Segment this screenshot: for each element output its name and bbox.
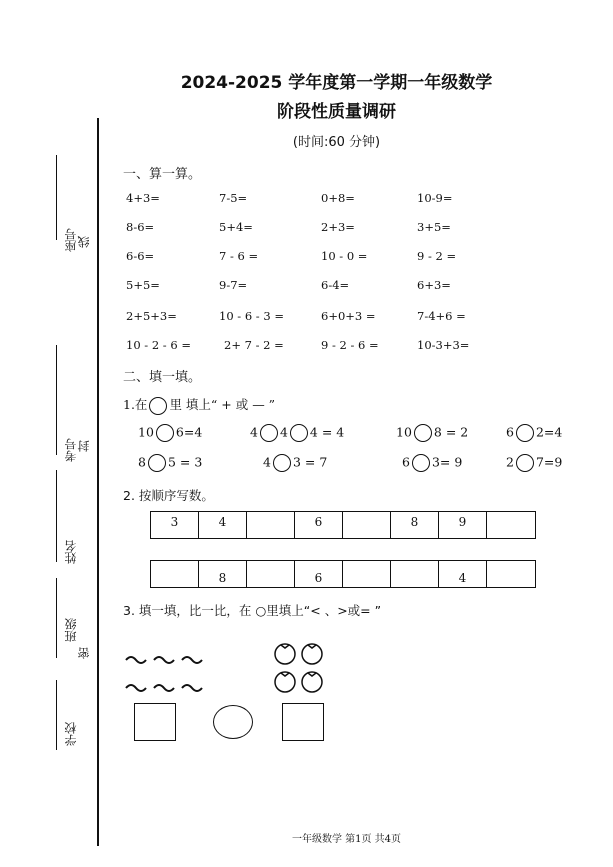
- calc-item: 0+8=: [321, 191, 355, 205]
- exam-no-blank: [56, 345, 57, 455]
- sequence-cell-blank[interactable]: [151, 561, 199, 587]
- q1-prefix: 1.在: [123, 397, 148, 412]
- calc-item: 6-4=: [321, 278, 350, 292]
- q1-item: 8 5 = 3: [138, 454, 202, 472]
- sequence-cell: 6: [295, 512, 343, 538]
- exam-no-label: 考号: [64, 438, 78, 462]
- sequence-cell: 3: [151, 512, 199, 538]
- q1-item: 6 3= 9: [402, 454, 462, 472]
- calc-item: 7-4+6 =: [417, 309, 466, 323]
- class-blank: [56, 578, 57, 658]
- seat-blank: [56, 155, 57, 240]
- answer-circle[interactable]: [148, 454, 166, 472]
- sequence-cell-blank[interactable]: [391, 561, 439, 587]
- sequence-cell: 8: [391, 512, 439, 538]
- line-label: 线: [77, 236, 91, 248]
- calc-item: 9-7=: [219, 278, 248, 292]
- sequence-cell-blank[interactable]: [247, 512, 295, 538]
- calc-item: 10-3+3=: [417, 338, 470, 352]
- page-footer: 一年级数学 第1页 共4页: [291, 834, 402, 845]
- sequence-cell: 4: [199, 512, 247, 538]
- school-blank: [56, 680, 57, 750]
- section1-heading: 一、算一算。: [123, 167, 202, 182]
- q1-item: 2 7=9: [506, 454, 562, 472]
- answer-circle[interactable]: [290, 424, 308, 442]
- answer-circle[interactable]: [260, 424, 278, 442]
- calc-item: 5+4=: [219, 220, 253, 234]
- number-sequence-b: [150, 560, 536, 588]
- q2-label: 2. 按顺序写数。: [123, 488, 214, 503]
- seal-label: 封: [77, 440, 91, 452]
- calc-item: 6-6=: [126, 249, 155, 263]
- calc-item: 10 - 6 - 3 =: [219, 309, 284, 323]
- sequence-cell-blank[interactable]: [247, 561, 295, 587]
- q1-item: 10 8 = 2: [396, 424, 468, 442]
- calc-item: 6+0+3 =: [321, 309, 376, 323]
- title-line2: 阶段性质量调研: [277, 102, 396, 122]
- answer-box-left[interactable]: [134, 703, 176, 741]
- calc-item: 6+3=: [417, 278, 451, 292]
- answer-circle[interactable]: [414, 424, 432, 442]
- q1-item: 4 4 4 = 4: [250, 424, 344, 442]
- class-label: 班级: [64, 618, 78, 642]
- q1-prompt: [123, 395, 275, 415]
- school-label: 学校: [64, 722, 78, 746]
- calc-item: 10 - 0 =: [321, 249, 368, 263]
- calc-item: 5+5=: [126, 278, 160, 292]
- title-line1: 2024-2025 学年度第一学期一年级数学: [180, 73, 493, 93]
- calc-item: 9 - 2 - 6 =: [321, 338, 379, 352]
- number-sequence-a: [150, 511, 536, 539]
- binding-line: [97, 118, 99, 846]
- sequence-cell: 8: [199, 561, 247, 587]
- answer-circle[interactable]: [516, 424, 534, 442]
- q1-suffix: 里 填上“ + 或 — ”: [169, 397, 276, 412]
- calc-item: 3+5=: [417, 220, 451, 234]
- title-line3: (时间:60 分钟): [292, 135, 381, 150]
- q3-label: 3. 填一填，比一比，在 ○里填上“< 、>或= ”: [123, 603, 382, 618]
- seat-label: 座号: [64, 228, 78, 252]
- name-blank: [56, 470, 57, 562]
- calc-item: 2+5+3=: [126, 309, 177, 323]
- calc-item: 7 - 6 =: [219, 249, 259, 263]
- compare-circle[interactable]: [213, 705, 253, 739]
- sequence-cell: 4: [439, 561, 487, 587]
- section2-heading: 二、填一填。: [123, 370, 202, 385]
- q1-item: 4 3 = 7: [263, 454, 327, 472]
- sequence-cell-blank[interactable]: [343, 561, 391, 587]
- answer-circle[interactable]: [149, 397, 167, 415]
- secret-label: 密: [77, 647, 91, 659]
- q1-item: 6 2=4: [506, 424, 562, 442]
- answer-circle[interactable]: [156, 424, 174, 442]
- calc-item: 2+ 7 - 2 =: [224, 338, 284, 352]
- calc-item: 2+3=: [321, 220, 355, 234]
- calc-item: 10 - 2 - 6 =: [126, 338, 191, 352]
- calc-item: 7-5=: [219, 191, 248, 205]
- answer-circle[interactable]: [516, 454, 534, 472]
- name-label: 姓名: [64, 540, 78, 564]
- sequence-cell-blank[interactable]: [487, 512, 535, 538]
- calc-item: 9 - 2 =: [417, 249, 457, 263]
- answer-circle[interactable]: [273, 454, 291, 472]
- sequence-cell-blank[interactable]: [487, 561, 535, 587]
- tomato-illustration: [272, 640, 328, 696]
- sequence-cell: 9: [439, 512, 487, 538]
- worm-illustration: [124, 648, 214, 696]
- calc-item: 10-9=: [417, 191, 453, 205]
- calc-item: 8-6=: [126, 220, 155, 234]
- answer-circle[interactable]: [412, 454, 430, 472]
- sequence-cell-blank[interactable]: [343, 512, 391, 538]
- sequence-cell: 6: [295, 561, 343, 587]
- q1-item: 10 6=4: [138, 424, 202, 442]
- calc-item: 4+3=: [126, 191, 160, 205]
- answer-box-right[interactable]: [282, 703, 324, 741]
